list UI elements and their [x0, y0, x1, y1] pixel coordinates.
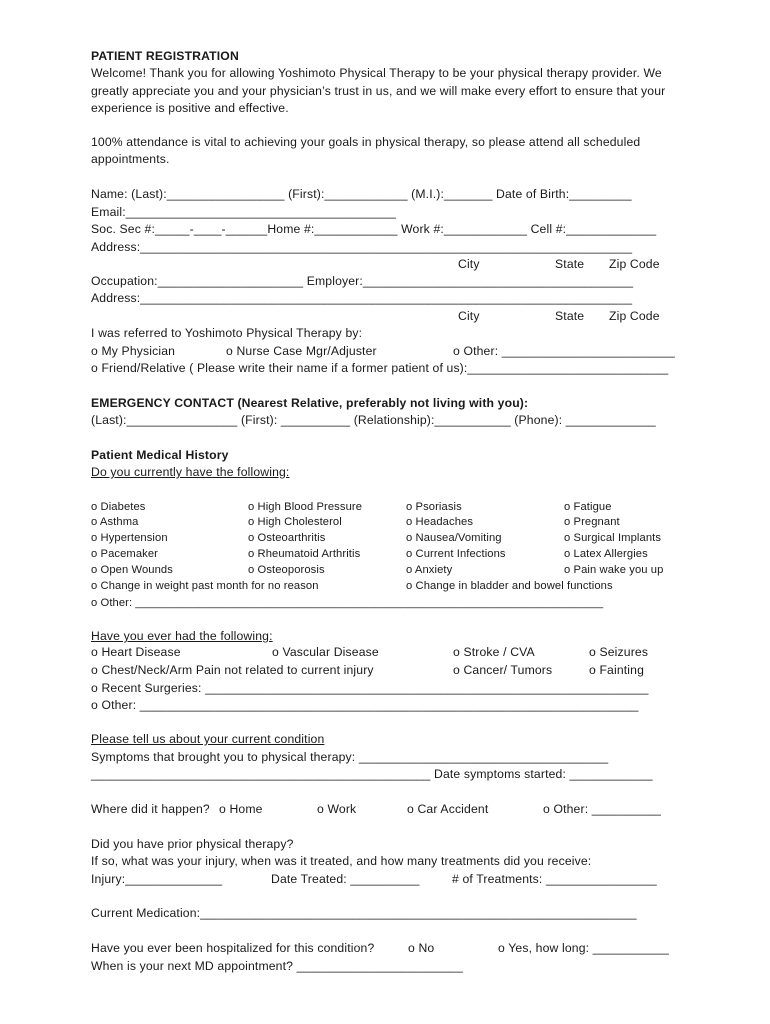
prior-pt-question: Did you have prior physical therapy?	[91, 837, 294, 851]
where-happened-label: Where did it happen?	[91, 802, 210, 816]
condition-checkbox[interactable]: o Pacemaker	[91, 548, 159, 560]
state-label-2: State	[555, 309, 585, 323]
symptoms-field[interactable]: Symptoms that brought you to physical therapy: ____________________________________	[91, 750, 609, 764]
fainting-checkbox[interactable]: o Fainting	[589, 663, 645, 677]
form-title: PATIENT REGISTRATION	[91, 49, 239, 63]
ever-had-heading: Have you ever had the following:	[91, 629, 273, 643]
referral-option-physician[interactable]: o My Physician	[91, 344, 176, 358]
num-treatments-field[interactable]: # of Treatments: ________________	[452, 872, 657, 886]
ssn-phone-fields[interactable]: Soc. Sec #:_____-____-______Home #:____________ Work #:____________ Cell #:_____________	[91, 222, 657, 236]
stroke-checkbox[interactable]: o Stroke / CVA	[453, 645, 535, 659]
chest-pain-checkbox[interactable]: o Chest/Neck/Arm Pain not related to current injury	[91, 663, 374, 677]
city-label-1: City	[458, 257, 480, 271]
condition-checkbox[interactable]: o Rheumatoid Arthritis	[248, 548, 361, 560]
condition-checkbox[interactable]: o Pain wake you up	[564, 564, 664, 576]
zip-label-2: Zip Code	[609, 309, 660, 323]
condition-checkbox[interactable]: o Pregnant	[564, 516, 620, 528]
address-field-2[interactable]: Address:_______________________________________________________________________	[91, 291, 633, 305]
condition-checkbox[interactable]: o Anxiety	[406, 564, 453, 576]
condition-checkbox[interactable]: o Open Wounds	[91, 564, 173, 576]
hospitalized-yes-field[interactable]: o Yes, how long: ___________	[498, 941, 669, 955]
condition-checkbox[interactable]: o Headaches	[406, 516, 474, 528]
current-other-field[interactable]: o Other: __________________________________________________________________________	[91, 597, 604, 609]
email-field[interactable]: Email:_______________________________________	[91, 205, 396, 219]
next-md-appointment-field[interactable]: When is your next MD appointment? ________________________	[91, 959, 463, 973]
current-conditions-subheading: Do you currently have the following:	[91, 465, 290, 479]
zip-label-1: Zip Code	[609, 257, 660, 271]
referral-option-nurse[interactable]: o Nurse Case Mgr/Adjuster	[226, 344, 377, 358]
where-other-field[interactable]: o Other: __________	[543, 802, 662, 816]
name-dob-fields[interactable]: Name: (Last):_________________ (First):____________ (M.I.):_______ Date of Birth:_________	[91, 187, 632, 201]
where-work-checkbox[interactable]: o Work	[317, 802, 357, 816]
condition-checkbox[interactable]: o Nausea/Vomiting	[406, 532, 502, 544]
condition-checkbox[interactable]: o Osteoporosis	[248, 564, 325, 576]
prior-injury-field[interactable]: Injury:______________	[91, 872, 223, 886]
emergency-contact-fields[interactable]: (Last):________________ (First): __________ (Relationship):___________ (Phone): _____________	[91, 413, 656, 427]
recent-surgeries-field[interactable]: o Recent Surgeries: ________________________________________________________________	[91, 681, 649, 695]
condition-checkbox[interactable]: o Diabetes	[91, 501, 146, 513]
intro-line-2: greatly appreciate you and your physician’s trust in us, and we will make every effort to ensure that your	[91, 84, 666, 98]
cancer-checkbox[interactable]: o Cancer/ Tumors	[453, 663, 553, 677]
intro-line-3: experience is positive and effective.	[91, 101, 289, 115]
emergency-contact-heading: EMERGENCY CONTACT (Nearest Relative, preferably not living with you):	[91, 396, 529, 410]
bladder-change-checkbox[interactable]: o Change in bladder and bowel functions	[406, 580, 613, 592]
condition-checkbox[interactable]: o Latex Allergies	[564, 548, 648, 560]
date-treated-field[interactable]: Date Treated: __________	[271, 872, 420, 886]
condition-checkbox[interactable]: o Osteoarthritis	[248, 532, 326, 544]
hospitalized-question: Have you ever been hospitalized for this condition?	[91, 941, 375, 955]
seizures-checkbox[interactable]: o Seizures	[589, 645, 649, 659]
condition-checkbox[interactable]: o High Cholesterol	[248, 516, 342, 528]
condition-checkbox[interactable]: o Current Infections	[406, 548, 506, 560]
medical-history-heading: Patient Medical History	[91, 448, 229, 462]
heart-disease-checkbox[interactable]: o Heart Disease	[91, 645, 181, 659]
prior-pt-followup: If so, what was your injury, when was it treated, and how many treatments did you receive:	[91, 854, 592, 868]
condition-checkbox[interactable]: o Asthma	[91, 516, 139, 528]
address-field-1[interactable]: Address:_______________________________________________________________________	[91, 240, 633, 254]
referral-option-friend[interactable]: o Friend/Relative ( Please write their name if a former patient of us):_____________________________	[91, 361, 669, 375]
vascular-disease-checkbox[interactable]: o Vascular Disease	[272, 645, 379, 659]
referral-option-other[interactable]: o Other: _________________________	[453, 344, 675, 358]
city-label-2: City	[458, 309, 480, 323]
where-car-accident-checkbox[interactable]: o Car Accident	[407, 802, 489, 816]
condition-checkbox[interactable]: o Psoriasis	[406, 501, 462, 513]
date-symptoms-started-field[interactable]: _________________________________________________ Date symptoms started: ____________	[91, 767, 653, 781]
condition-checkbox[interactable]: o Hypertension	[91, 532, 168, 544]
attendance-line-2: appointments.	[91, 152, 170, 166]
weight-change-checkbox[interactable]: o Change in weight past month for no reason	[91, 580, 319, 592]
state-label-1: State	[555, 257, 585, 271]
condition-checkbox[interactable]: o Surgical Implants	[564, 532, 662, 544]
current-condition-heading: Please tell us about your current condition	[91, 732, 325, 746]
hospitalized-no-checkbox[interactable]: o No	[408, 941, 435, 955]
condition-checkbox[interactable]: o High Blood Pressure	[248, 501, 363, 513]
attendance-line-1: 100% attendance is vital to achieving your goals in physical therapy, so please attend all scheduled	[91, 135, 641, 149]
current-medication-field[interactable]: Current Medication:_______________________________________________________________	[91, 906, 637, 920]
condition-checkbox[interactable]: o Fatigue	[564, 501, 612, 513]
where-home-checkbox[interactable]: o Home	[219, 802, 263, 816]
ever-had-other-field[interactable]: o Other: ________________________________________________________________________	[91, 698, 639, 712]
occupation-employer-fields[interactable]: Occupation:_____________________ Employer:_______________________________________	[91, 274, 634, 288]
intro-line-1: Welcome! Thank you for allowing Yoshimoto Physical Therapy to be your physical therapy provider. We	[91, 66, 662, 80]
referral-question: I was referred to Yoshimoto Physical Therapy by:	[91, 326, 363, 340]
